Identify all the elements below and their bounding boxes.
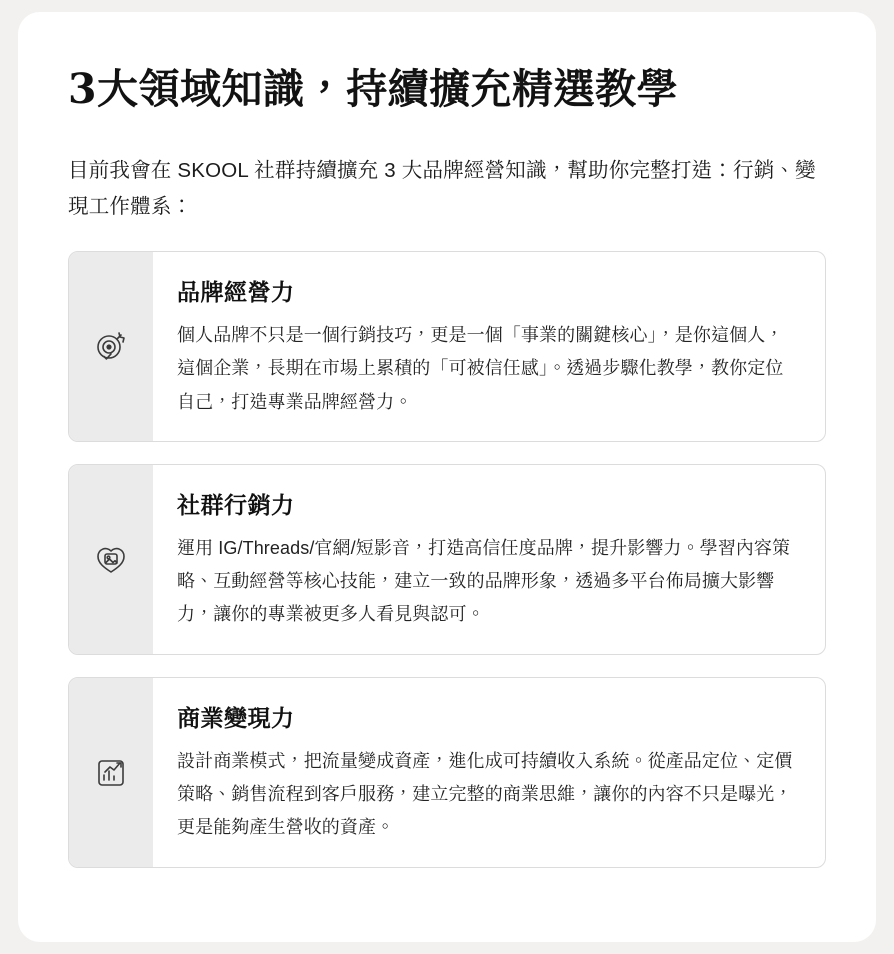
card-icon-column xyxy=(69,678,153,867)
card-body xyxy=(153,678,825,867)
card-title: 商業變現力 xyxy=(177,704,295,732)
card-text: 設計商業模式，把流量變成資產，進化成可持續收入系統。從產品定位、定價策略、銷售流程到客戶服務，建立完整的商業思維，讓你的內容不只是曝光，更是能夠產生營收的資產。 xyxy=(177,750,793,838)
card-title: 品牌經營力 xyxy=(177,279,295,306)
knowledge-card xyxy=(68,677,826,868)
card-body xyxy=(153,465,825,654)
content-inner xyxy=(18,12,876,868)
card-title: 社群行銷力 xyxy=(177,491,295,519)
card-icon-column xyxy=(69,465,153,654)
intro-paragraph: 目前我會在 SKOOL 社群持續擴充 3 大品牌經營知識，幫助你完整打造：行銷、變現工作體系： xyxy=(68,159,816,219)
card-icon-column xyxy=(69,252,153,441)
target-check-icon xyxy=(91,326,131,366)
content-card xyxy=(18,12,876,942)
knowledge-card xyxy=(68,251,826,442)
card-text: 個人品牌不只是一個行銷技巧，更是一個「事業的關鍵核心」，是你這個人，這個企業，長期在市場上累積的「可被信任感」。透過步驟化教學，教你定位自己，打造專業品牌經營力。 xyxy=(177,325,784,412)
knowledge-card-list xyxy=(68,251,826,868)
knowledge-card xyxy=(68,464,826,655)
page-title: 3大領域知識，持續擴充精選教學 xyxy=(68,65,679,113)
chart-growth-icon xyxy=(91,752,131,792)
card-body xyxy=(153,252,825,441)
card-text: 運用 IG/Threads/官網/短影音，打造高信任度品牌，提升影響力。學習內容策略、互動經營等核心技能，建立一致的品牌形象，透過多平台佈局擴大影響力，讓你的專業被更多人看見與認可。 xyxy=(177,537,791,625)
heart-image-icon xyxy=(91,539,131,579)
